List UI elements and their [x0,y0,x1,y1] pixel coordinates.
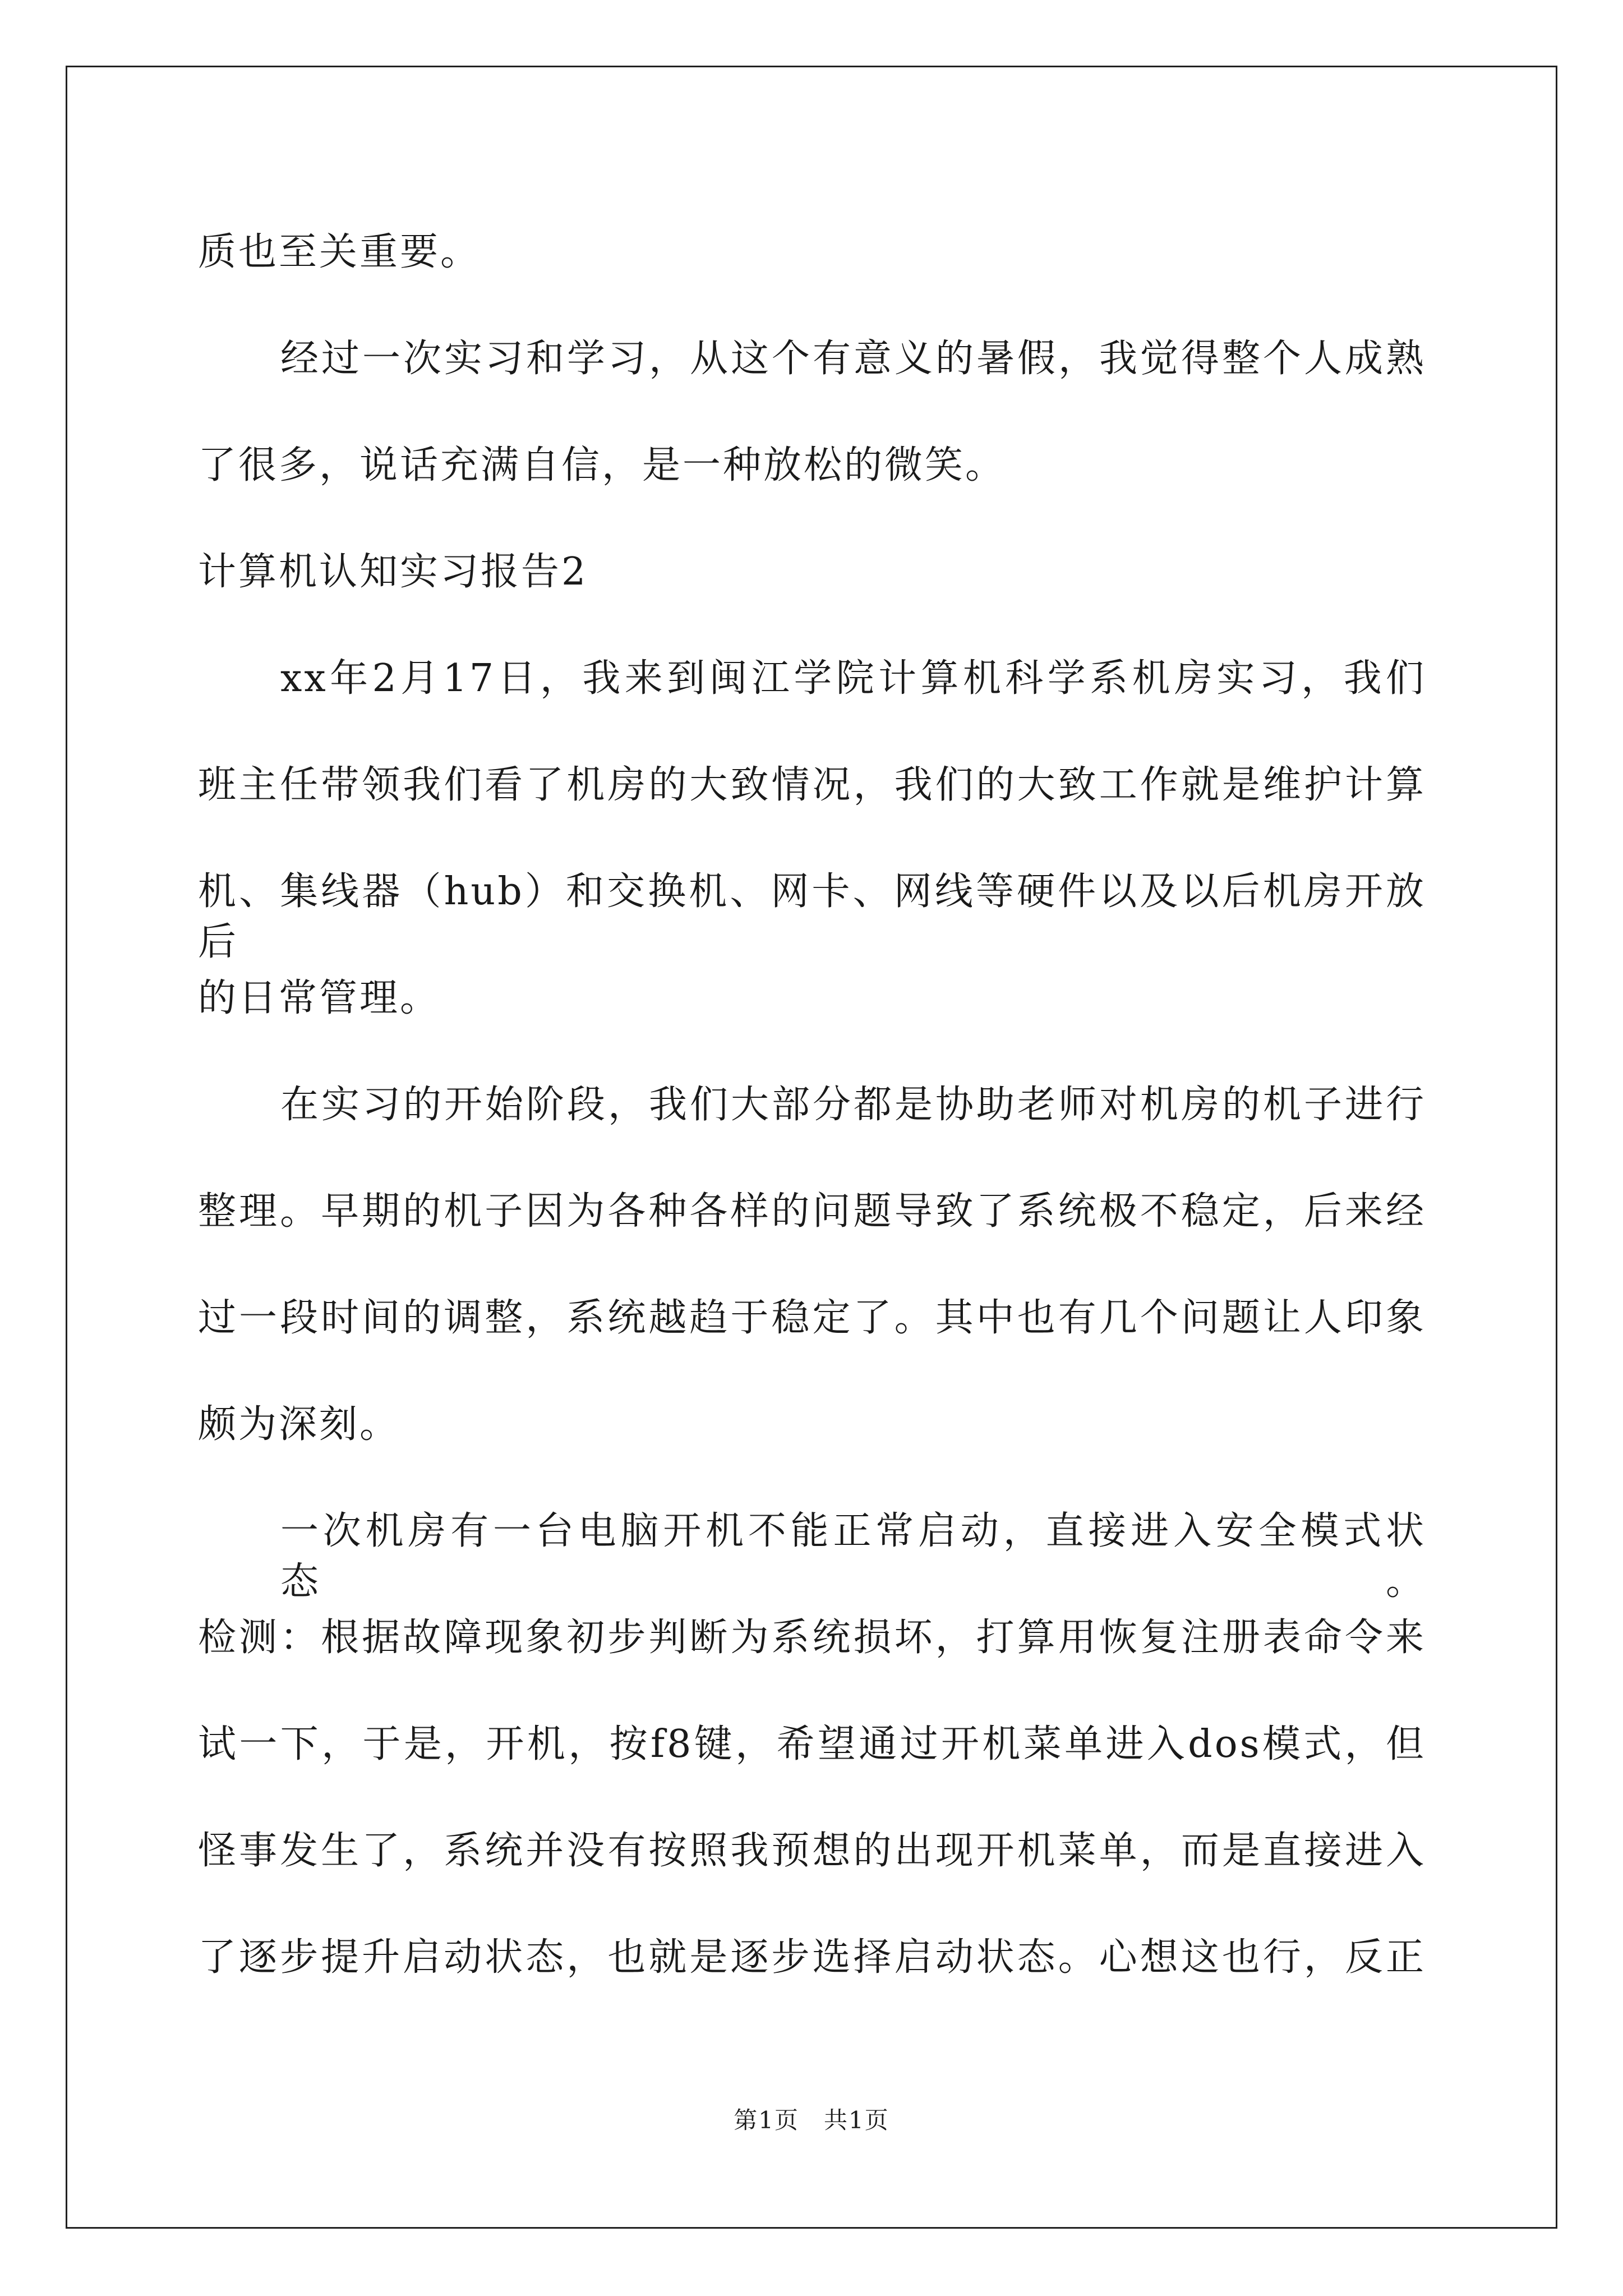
paragraph-line: 了很多，说话充满自信，是一种放松的微笑。 [198,443,1006,487]
paragraph-line: 整理。早期的机子因为各种各样的问题导致了系统极不稳定，后来经 [198,1189,1426,1234]
paragraph-line: 班主任带领我们看了机房的大致情况，我们的大致工作就是维护计算 [198,763,1426,807]
paragraph-line: xx年2月17日，我来到闽江学院计算机科学系机房实习，我们 [280,656,1426,701]
section-heading: 计算机认知实习报告2 [198,550,588,594]
paragraph-line: 一次机房有一台电脑开机不能正常启动，直接进入安全模式状态。 [280,1509,1426,1604]
paragraph-line: 检测：根据故障现象初步判断为系统损坏，打算用恢复注册表命令来 [198,1616,1426,1660]
paragraph-line: 怪事发生了，系统并没有按照我预想的出现开机菜单，而是直接进入 [198,1829,1426,1873]
paragraph-line: 经过一次实习和学习，从这个有意义的暑假，我觉得整个人成熟 [280,337,1426,381]
paragraph-line: 试一下，于是，开机，按f8键，希望通过开机菜单进入dos模式，但 [198,1722,1426,1766]
page-footer: 第1页 共1页 [734,2106,889,2134]
paragraph-line: 质也至关重要。 [198,230,481,274]
paragraph-line: 颇为深刻。 [198,1402,400,1447]
paragraph-line: 了逐步提升启动状态，也就是逐步选择启动状态。心想这也行，反正 [198,1935,1426,1980]
page-border [66,66,1557,2229]
paragraph-line: 过一段时间的调整，系统越趋于稳定了。其中也有几个问题让人印象 [198,1296,1426,1340]
paragraph-line: 在实习的开始阶段，我们大部分都是协助老师对机房的机子进行 [280,1083,1426,1127]
paragraph-line: 的日常管理。 [198,976,441,1020]
paragraph-line: 机、集线器（hub）和交换机、网卡、网线等硬件以及以后机房开放后 [198,869,1426,964]
